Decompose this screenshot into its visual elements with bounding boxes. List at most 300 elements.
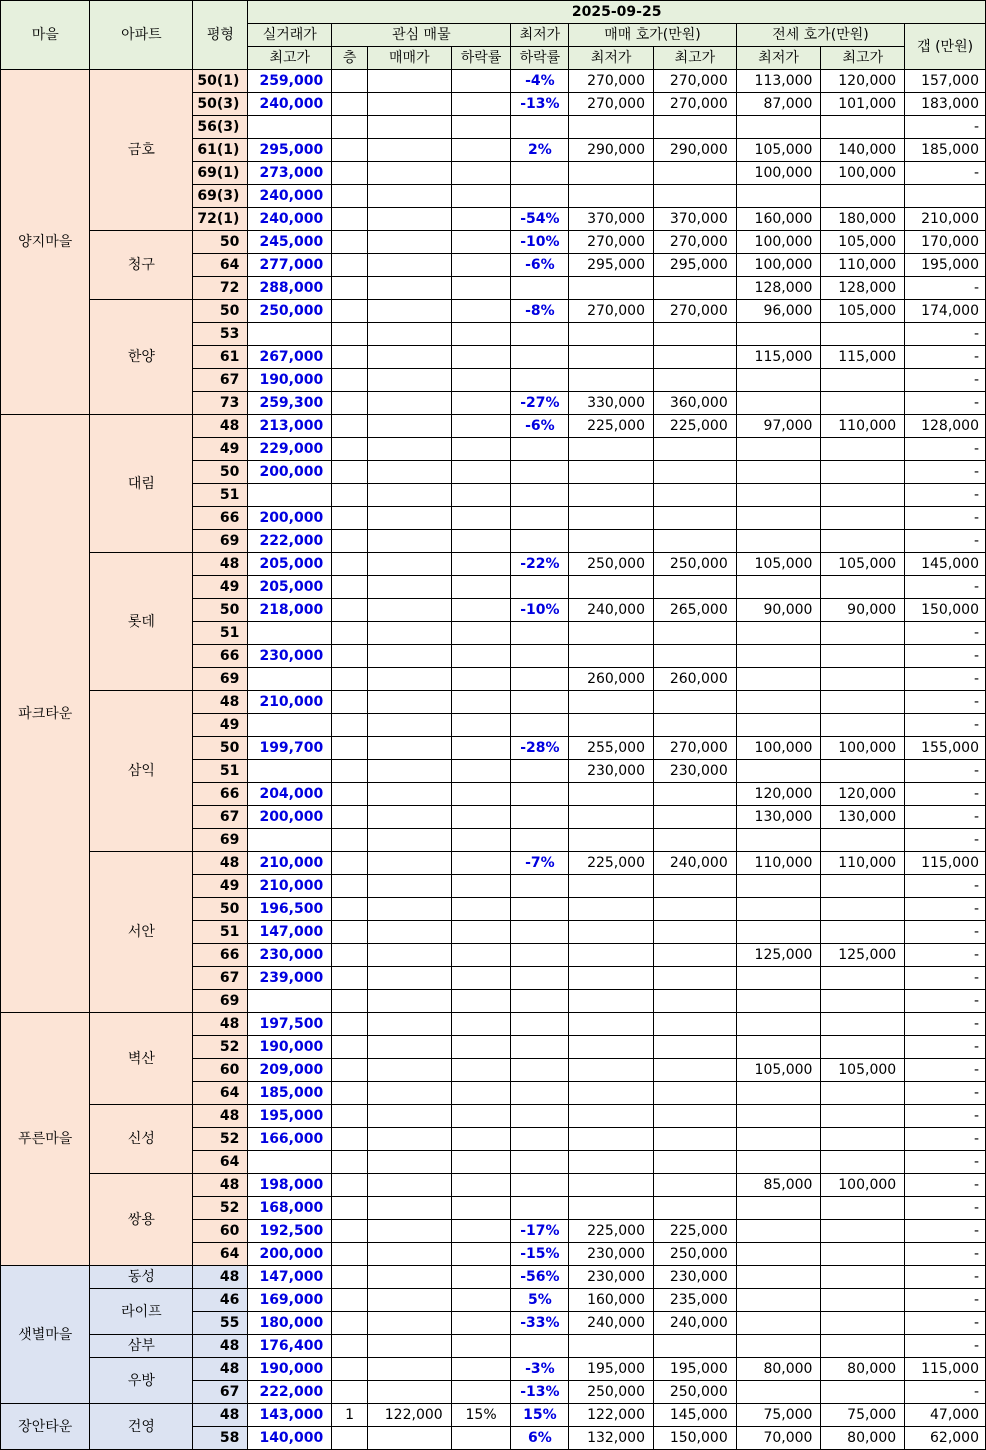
sale-low-cell: 250,000: [569, 553, 654, 576]
interest-drop-cell: [451, 1174, 511, 1197]
sale-high-cell: 250,000: [653, 1243, 736, 1266]
real-trade-high-cell: 196,500: [248, 898, 332, 921]
table-row: [1, 1174, 986, 1197]
jeonse-high-cell: [821, 461, 905, 484]
sale-high-cell: [653, 1013, 736, 1036]
real-trade-high-cell: 147,000: [248, 1266, 332, 1289]
jeonse-high-cell: 180,000: [821, 208, 905, 231]
interest-drop-cell: [451, 783, 511, 806]
lowest-drop-cell: -10%: [511, 599, 569, 622]
size-cell: 69: [193, 990, 248, 1013]
jeonse-low-cell: 110,000: [736, 852, 821, 875]
gap-cell: 210,000: [905, 208, 986, 231]
sale-low-cell: 230,000: [569, 1266, 654, 1289]
size-cell: 48: [193, 852, 248, 875]
interest-price-cell: [367, 1312, 451, 1335]
jeonse-low-cell: [736, 1335, 821, 1358]
size-cell: 49: [193, 438, 248, 461]
lowest-drop-cell: [511, 507, 569, 530]
jeonse-low-cell: [736, 116, 821, 139]
jeonse-low-cell: [736, 1312, 821, 1335]
interest-price-cell: [367, 1059, 451, 1082]
sale-low-cell: [569, 1036, 654, 1059]
interest-drop-cell: [451, 1312, 511, 1335]
jeonse-low-cell: [736, 438, 821, 461]
size-cell: 69: [193, 829, 248, 852]
real-trade-high-cell: 222,000: [248, 530, 332, 553]
jeonse-high-cell: [821, 990, 905, 1013]
interest-floor-cell: [332, 323, 368, 346]
jeonse-high-cell: [821, 1105, 905, 1128]
jeonse-low-cell: [736, 622, 821, 645]
interest-floor-cell: [332, 507, 368, 530]
gap-cell: 183,000: [905, 93, 986, 116]
sale-high-cell: [653, 1128, 736, 1151]
sale-low-cell: 160,000: [569, 1289, 654, 1312]
jeonse-high-cell: 140,000: [821, 139, 905, 162]
jeonse-low-cell: 100,000: [736, 231, 821, 254]
size-cell: 53: [193, 323, 248, 346]
real-trade-high-cell: [248, 484, 332, 507]
col-real-trade: 실거래가: [248, 24, 332, 47]
size-cell: 51: [193, 484, 248, 507]
interest-floor-cell: [332, 484, 368, 507]
jeonse-high-cell: [821, 1013, 905, 1036]
sale-high-cell: [653, 1105, 736, 1128]
jeonse-low-cell: [736, 714, 821, 737]
sale-high-cell: 230,000: [653, 1266, 736, 1289]
interest-price-cell: [367, 1381, 451, 1404]
jeonse-low-cell: 96,000: [736, 300, 821, 323]
interest-drop-cell: [451, 852, 511, 875]
sale-high-cell: [653, 1197, 736, 1220]
lowest-drop-cell: [511, 783, 569, 806]
sale-low-cell: [569, 875, 654, 898]
interest-price-cell: [367, 1013, 451, 1036]
sale-low-cell: 225,000: [569, 415, 654, 438]
sale-low-cell: 370,000: [569, 208, 654, 231]
apartment-name: 한양: [90, 300, 193, 415]
jeonse-low-cell: [736, 1243, 821, 1266]
gap-cell: 195,000: [905, 254, 986, 277]
lowest-drop-cell: -15%: [511, 1243, 569, 1266]
size-cell: 52: [193, 1036, 248, 1059]
interest-price-cell: [367, 852, 451, 875]
sale-high-cell: 195,000: [653, 1358, 736, 1381]
gap-cell: -: [905, 1174, 986, 1197]
gap-cell: 115,000: [905, 1358, 986, 1381]
jeonse-high-cell: [821, 438, 905, 461]
jeonse-high-cell: 105,000: [821, 1059, 905, 1082]
gap-cell: -: [905, 944, 986, 967]
interest-price-cell: [367, 622, 451, 645]
jeonse-low-cell: 100,000: [736, 162, 821, 185]
village-name: 파크타운: [1, 415, 90, 1013]
sale-high-cell: 225,000: [653, 1220, 736, 1243]
lowest-drop-cell: [511, 1082, 569, 1105]
gap-cell: -: [905, 576, 986, 599]
jeonse-high-cell: [821, 1197, 905, 1220]
interest-price-cell: [367, 208, 451, 231]
real-trade-high-cell: 200,000: [248, 1243, 332, 1266]
lowest-drop-cell: 15%: [511, 1404, 569, 1427]
interest-drop-cell: [451, 1266, 511, 1289]
apartment-name: 삼부: [90, 1335, 193, 1358]
interest-drop-cell: [451, 392, 511, 415]
size-cell: 67: [193, 967, 248, 990]
lowest-drop-cell: -13%: [511, 93, 569, 116]
sale-low-cell: 122,000: [569, 1404, 654, 1427]
jeonse-high-cell: 115,000: [821, 346, 905, 369]
lowest-drop-cell: [511, 277, 569, 300]
sale-low-cell: [569, 967, 654, 990]
apartment-name: 롯데: [90, 553, 193, 691]
interest-price-cell: 122,000: [367, 1404, 451, 1427]
table-row: [1, 1105, 986, 1128]
sale-high-cell: [653, 1036, 736, 1059]
interest-floor-cell: [332, 70, 368, 93]
jeonse-low-cell: 85,000: [736, 1174, 821, 1197]
col-size: 평형: [193, 1, 248, 70]
real-trade-high-cell: 205,000: [248, 576, 332, 599]
real-trade-high-cell: 288,000: [248, 277, 332, 300]
lowest-drop-cell: [511, 714, 569, 737]
sale-low-cell: 230,000: [569, 1243, 654, 1266]
real-trade-high-cell: 240,000: [248, 93, 332, 116]
gap-cell: 145,000: [905, 553, 986, 576]
jeonse-low-cell: 120,000: [736, 783, 821, 806]
jeonse-low-cell: [736, 1128, 821, 1151]
sale-high-cell: 270,000: [653, 300, 736, 323]
lowest-drop-cell: [511, 1128, 569, 1151]
jeonse-high-cell: [821, 369, 905, 392]
gap-cell: -: [905, 369, 986, 392]
sale-high-cell: 270,000: [653, 737, 736, 760]
real-trade-high-cell: [248, 760, 332, 783]
interest-price-cell: [367, 185, 451, 208]
jeonse-low-cell: 160,000: [736, 208, 821, 231]
sale-low-cell: [569, 622, 654, 645]
interest-price-cell: [367, 599, 451, 622]
real-trade-high-cell: [248, 622, 332, 645]
interest-floor-cell: [332, 944, 368, 967]
interest-drop-cell: [451, 277, 511, 300]
lowest-drop-cell: [511, 944, 569, 967]
sale-low-cell: 295,000: [569, 254, 654, 277]
interest-floor-cell: [332, 783, 368, 806]
apartment-name: 동성: [90, 1266, 193, 1289]
size-cell: 48: [193, 1335, 248, 1358]
interest-price-cell: [367, 1358, 451, 1381]
jeonse-low-cell: 70,000: [736, 1427, 821, 1450]
sale-low-cell: [569, 1335, 654, 1358]
interest-drop-cell: [451, 231, 511, 254]
interest-drop-cell: [451, 1358, 511, 1381]
interest-drop-cell: [451, 530, 511, 553]
lowest-drop-cell: -8%: [511, 300, 569, 323]
jeonse-high-cell: 120,000: [821, 70, 905, 93]
size-cell: 73: [193, 392, 248, 415]
real-trade-high-cell: 218,000: [248, 599, 332, 622]
table-row: [1, 852, 986, 875]
col-apartment: 아파트: [90, 1, 193, 70]
lowest-drop-cell: [511, 691, 569, 714]
lowest-drop-cell: [511, 530, 569, 553]
interest-floor-cell: [332, 1312, 368, 1335]
gap-cell: -: [905, 1105, 986, 1128]
gap-cell: -: [905, 921, 986, 944]
size-cell: 66: [193, 783, 248, 806]
sale-high-cell: 235,000: [653, 1289, 736, 1312]
interest-floor-cell: [332, 116, 368, 139]
jeonse-low-cell: [736, 576, 821, 599]
sale-low-cell: [569, 484, 654, 507]
lowest-drop-cell: 2%: [511, 139, 569, 162]
interest-price-cell: [367, 737, 451, 760]
real-trade-high-cell: 190,000: [248, 369, 332, 392]
sale-high-cell: [653, 438, 736, 461]
jeonse-high-cell: 75,000: [821, 1404, 905, 1427]
lowest-drop-cell: [511, 990, 569, 1013]
jeonse-low-cell: 75,000: [736, 1404, 821, 1427]
interest-drop-cell: [451, 484, 511, 507]
size-cell: 50: [193, 599, 248, 622]
interest-drop-cell: [451, 921, 511, 944]
interest-floor-cell: 1: [332, 1404, 368, 1427]
jeonse-high-cell: [821, 760, 905, 783]
jeonse-high-cell: [821, 622, 905, 645]
real-trade-high-cell: 168,000: [248, 1197, 332, 1220]
sale-low-cell: 260,000: [569, 668, 654, 691]
jeonse-low-cell: [736, 369, 821, 392]
lowest-drop-cell: [511, 1105, 569, 1128]
interest-price-cell: [367, 806, 451, 829]
size-cell: 67: [193, 369, 248, 392]
sale-high-cell: [653, 1151, 736, 1174]
interest-drop-cell: [451, 1128, 511, 1151]
jeonse-high-cell: [821, 1151, 905, 1174]
lowest-drop-cell: 6%: [511, 1427, 569, 1450]
lowest-drop-cell: -28%: [511, 737, 569, 760]
lowest-drop-cell: [511, 967, 569, 990]
gap-cell: -: [905, 346, 986, 369]
col-drop-rate: 하락률: [451, 47, 511, 70]
interest-drop-cell: 15%: [451, 1404, 511, 1427]
sale-low-cell: 230,000: [569, 760, 654, 783]
real-trade-high-cell: 190,000: [248, 1036, 332, 1059]
interest-price-cell: [367, 1335, 451, 1358]
apartment-name: 라이프: [90, 1289, 193, 1335]
village-name: 양지마을: [1, 70, 90, 415]
gap-cell: -: [905, 277, 986, 300]
gap-cell: -: [905, 691, 986, 714]
jeonse-low-cell: 115,000: [736, 346, 821, 369]
size-cell: 51: [193, 921, 248, 944]
interest-price-cell: [367, 829, 451, 852]
jeonse-high-cell: 100,000: [821, 162, 905, 185]
interest-price-cell: [367, 576, 451, 599]
real-trade-high-cell: 245,000: [248, 231, 332, 254]
interest-price-cell: [367, 70, 451, 93]
lowest-drop-cell: [511, 668, 569, 691]
real-trade-high-cell: 147,000: [248, 921, 332, 944]
interest-floor-cell: [332, 415, 368, 438]
lowest-drop-cell: -6%: [511, 415, 569, 438]
interest-price-cell: [367, 93, 451, 116]
real-trade-high-cell: 259,300: [248, 392, 332, 415]
interest-floor-cell: [332, 1243, 368, 1266]
sale-low-cell: [569, 507, 654, 530]
real-trade-high-cell: [248, 829, 332, 852]
lowest-drop-cell: [511, 622, 569, 645]
gap-cell: -: [905, 162, 986, 185]
interest-price-cell: [367, 645, 451, 668]
real-trade-high-cell: 200,000: [248, 806, 332, 829]
jeonse-low-cell: [736, 990, 821, 1013]
interest-drop-cell: [451, 300, 511, 323]
interest-drop-cell: [451, 1220, 511, 1243]
apartment-name: 건영: [90, 1404, 193, 1450]
real-trade-high-cell: [248, 668, 332, 691]
size-cell: 72(1): [193, 208, 248, 231]
jeonse-high-cell: [821, 1220, 905, 1243]
real-trade-high-cell: 239,000: [248, 967, 332, 990]
interest-drop-cell: [451, 737, 511, 760]
gap-cell: -: [905, 760, 986, 783]
interest-drop-cell: [451, 116, 511, 139]
sale-low-cell: 270,000: [569, 70, 654, 93]
jeonse-high-cell: 120,000: [821, 783, 905, 806]
interest-floor-cell: [332, 369, 368, 392]
jeonse-high-cell: [821, 185, 905, 208]
interest-drop-cell: [451, 1381, 511, 1404]
col-lowest-drop: 하락률: [511, 47, 569, 70]
gap-cell: -: [905, 967, 986, 990]
interest-floor-cell: [332, 1381, 368, 1404]
size-cell: 50: [193, 300, 248, 323]
sale-high-cell: [653, 1059, 736, 1082]
sale-high-cell: [653, 990, 736, 1013]
jeonse-high-cell: 105,000: [821, 300, 905, 323]
sale-high-cell: [653, 507, 736, 530]
interest-floor-cell: [332, 392, 368, 415]
interest-price-cell: [367, 530, 451, 553]
sale-high-cell: [653, 1174, 736, 1197]
interest-floor-cell: [332, 553, 368, 576]
interest-drop-cell: [451, 1427, 511, 1450]
interest-price-cell: [367, 231, 451, 254]
real-trade-high-cell: 200,000: [248, 461, 332, 484]
interest-price-cell: [367, 162, 451, 185]
sale-low-cell: 255,000: [569, 737, 654, 760]
sale-low-cell: [569, 921, 654, 944]
apartment-name: 벽산: [90, 1013, 193, 1105]
real-trade-high-cell: 267,000: [248, 346, 332, 369]
gap-cell: -: [905, 116, 986, 139]
jeonse-high-cell: [821, 1036, 905, 1059]
sale-low-cell: [569, 162, 654, 185]
gap-cell: -: [905, 1197, 986, 1220]
interest-drop-cell: [451, 507, 511, 530]
sale-high-cell: 270,000: [653, 70, 736, 93]
interest-price-cell: [367, 1427, 451, 1450]
jeonse-low-cell: [736, 507, 821, 530]
interest-floor-cell: [332, 1036, 368, 1059]
jeonse-low-cell: [736, 1013, 821, 1036]
jeonse-high-cell: 100,000: [821, 737, 905, 760]
sale-high-cell: [653, 277, 736, 300]
real-trade-high-cell: 166,000: [248, 1128, 332, 1151]
jeonse-low-cell: [736, 691, 821, 714]
real-trade-high-cell: 229,000: [248, 438, 332, 461]
size-cell: 49: [193, 714, 248, 737]
jeonse-low-cell: [736, 392, 821, 415]
size-cell: 48: [193, 1404, 248, 1427]
lowest-drop-cell: [511, 1059, 569, 1082]
lowest-drop-cell: [511, 829, 569, 852]
interest-price-cell: [367, 116, 451, 139]
interest-drop-cell: [451, 1059, 511, 1082]
interest-price-cell: [367, 300, 451, 323]
sale-low-cell: [569, 691, 654, 714]
sale-low-cell: [569, 783, 654, 806]
village-name: 샛별마을: [1, 1266, 90, 1404]
table-row: [1, 1013, 986, 1036]
size-cell: 66: [193, 645, 248, 668]
jeonse-high-cell: 100,000: [821, 1174, 905, 1197]
sale-high-cell: 360,000: [653, 392, 736, 415]
sale-low-cell: 270,000: [569, 300, 654, 323]
size-cell: 58: [193, 1427, 248, 1450]
table-row: [1, 300, 986, 323]
interest-floor-cell: [332, 1335, 368, 1358]
interest-floor-cell: [332, 1289, 368, 1312]
jeonse-low-cell: [736, 1197, 821, 1220]
interest-floor-cell: [332, 1128, 368, 1151]
real-trade-high-cell: 192,500: [248, 1220, 332, 1243]
gap-cell: 128,000: [905, 415, 986, 438]
jeonse-low-cell: [736, 1151, 821, 1174]
apartment-name: 청구: [90, 231, 193, 300]
interest-floor-cell: [332, 1197, 368, 1220]
jeonse-low-cell: [736, 829, 821, 852]
interest-drop-cell: [451, 1013, 511, 1036]
interest-price-cell: [367, 990, 451, 1013]
size-cell: 69(1): [193, 162, 248, 185]
interest-floor-cell: [332, 1059, 368, 1082]
real-trade-high-cell: 240,000: [248, 185, 332, 208]
col-sale-high: 최고가: [653, 47, 736, 70]
sale-high-cell: [653, 162, 736, 185]
lowest-drop-cell: [511, 760, 569, 783]
gap-cell: -: [905, 806, 986, 829]
table-row: [1, 70, 986, 93]
sale-high-cell: [653, 530, 736, 553]
gap-cell: -: [905, 645, 986, 668]
lowest-drop-cell: [511, 1174, 569, 1197]
jeonse-high-cell: 105,000: [821, 231, 905, 254]
interest-floor-cell: [332, 231, 368, 254]
lowest-drop-cell: -33%: [511, 1312, 569, 1335]
interest-drop-cell: [451, 875, 511, 898]
gap-cell: 150,000: [905, 599, 986, 622]
size-cell: 49: [193, 875, 248, 898]
sale-high-cell: 370,000: [653, 208, 736, 231]
gap-cell: -: [905, 484, 986, 507]
interest-price-cell: [367, 461, 451, 484]
interest-drop-cell: [451, 254, 511, 277]
interest-drop-cell: [451, 1335, 511, 1358]
